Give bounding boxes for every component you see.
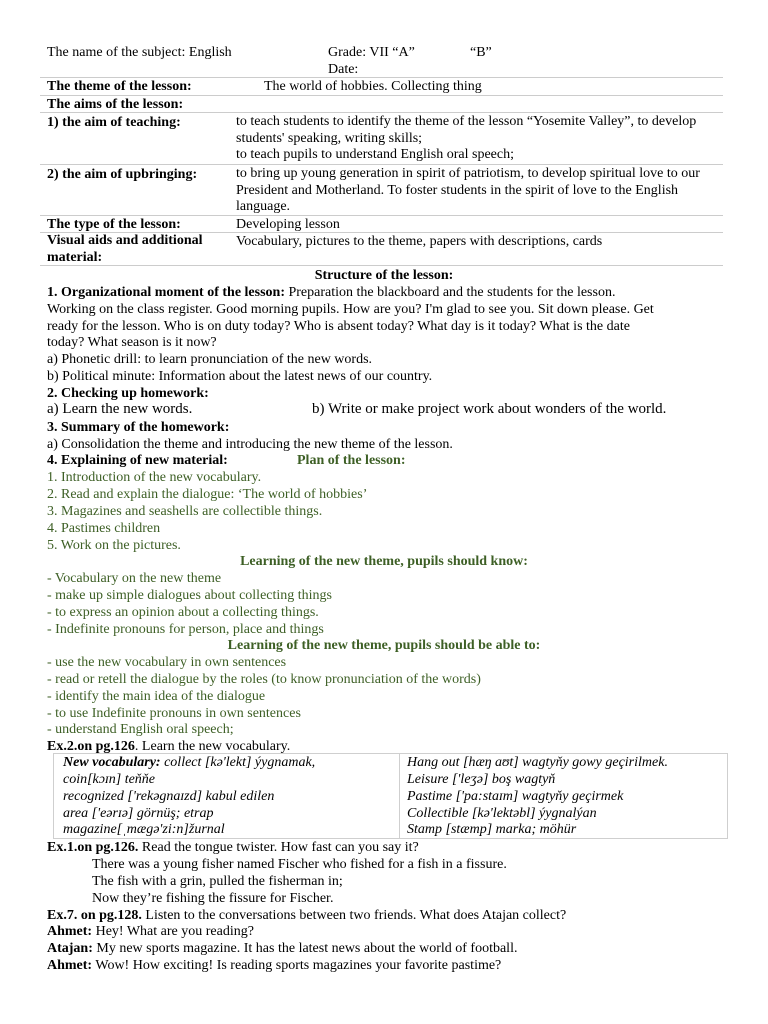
dialogue-speaker: Atajan:	[47, 941, 93, 956]
type-label: The type of the lesson:	[47, 217, 181, 232]
structure-title: Structure of the lesson:	[314, 268, 454, 283]
visual-value: Vocabulary, pictures to the theme, papers with descriptions, cards	[236, 234, 603, 249]
table-rule	[40, 265, 723, 266]
exercise-1-text: Read the tongue twister. How fast can you say it?	[138, 840, 419, 855]
vocabulary-word: Pastime ['pa:staɪm] wagtyňy geçirmek	[407, 789, 624, 804]
vocabulary-word: coin[kɔɪn] teňňe	[63, 772, 156, 787]
plan-item: 1. Introduction of the new vocabulary.	[47, 470, 262, 485]
dialogue-speaker: Ahmet:	[47, 924, 93, 939]
dialogue-line	[47, 923, 254, 940]
tongue-twister-line: The fish with a grin, pulled the fisherman in;	[92, 874, 343, 889]
dialogue-text: My new sports magazine. It has the latest news about the world of football.	[92, 941, 518, 956]
subject-line: The name of the subject: English	[47, 45, 232, 60]
tongue-twister-line: There was a young fisher named Fischer who fished for a fish in a fissure.	[92, 857, 507, 872]
vocabulary-word: collect [kə'lekt] ýygnamak,	[160, 755, 316, 770]
know-title: Learning of the new theme, pupils should know:	[240, 554, 528, 569]
teaching-value: to teach students to identify the theme of the lesson “Yosemite Valley”, to develop students' speaking, writing skills;	[236, 114, 697, 146]
theme-label: The theme of the lesson:	[47, 79, 192, 94]
organizational-text: Preparation the blackboard and the students for the lesson.	[284, 285, 616, 300]
able-item: - identify the main idea of the dialogue	[47, 689, 266, 704]
aims-label: The aims of the lesson:	[47, 97, 184, 112]
organizational-label: 1. Organizational moment of the lesson:	[47, 285, 285, 300]
able-item: - understand English oral speech;	[47, 722, 234, 737]
exercise-7-text: Listen to the conversations between two friends. What does Atajan collect?	[141, 908, 567, 923]
homework-a: a) Learn the new words.	[47, 401, 193, 417]
organizational-text-4: today? What season is it now?	[47, 335, 217, 350]
political-minute: b) Political minute: Information about the latest news of our country.	[47, 369, 433, 384]
phonetic-drill: a) Phonetic drill: to learn pronunciation of the new words.	[47, 352, 373, 367]
summary-homework: 3. Summary of the homework:	[47, 420, 230, 435]
vocabulary-word: Hang out [hæŋ aʊt] wagtyňy gowy geçirilmek.	[407, 755, 668, 770]
date-line: Date:	[328, 62, 359, 77]
able-item: - use the new vocabulary in own sentences	[47, 655, 287, 670]
vocabulary-word: area ['eərɪə] görnüş; etrap	[63, 806, 214, 821]
able-item: - to use Indefinite pronouns in own sentences	[47, 706, 301, 721]
homework-b: b) Write or make project work about wonders of the world.	[312, 401, 667, 417]
able-item: - read or retell the dialogue by the roles (to know pronunciation of the words)	[47, 672, 481, 687]
dialogue-text: Wow! How exciting! Is reading sports magazines your favorite pastime?	[92, 958, 502, 973]
teaching-value-2: to teach pupils to understand English oral speech;	[236, 147, 514, 162]
plan-item: 2. Read and explain the dialogue: ‘The world of hobbies’	[47, 487, 368, 502]
tongue-twister-line: Now they’re fishing the fissure for Fischer.	[92, 891, 334, 906]
know-item: - Vocabulary on the new theme	[47, 571, 222, 586]
grade-line: Grade: VII “A”	[328, 45, 415, 60]
vocabulary-table	[53, 753, 728, 839]
vocabulary-word: recognized ['rekəgnaɪzd] kabul edilen	[63, 789, 275, 804]
dialogue-speaker: Ahmet:	[47, 958, 93, 973]
vocabulary-word: magazine[ˌmægə'zi:n]žurnal	[63, 822, 225, 837]
organizational-line	[47, 284, 615, 301]
plan-item: 3. Magazines and seashells are collectible things.	[47, 504, 323, 519]
exercise-7-label: Ex.7. on pg.128.	[47, 908, 142, 923]
vocabulary-word: Leisure ['leʒə] boş wagtyň	[407, 772, 556, 787]
explaining-material: 4. Explaining of new material:	[47, 453, 228, 468]
grade-b: “B”	[470, 45, 492, 60]
exercise-7-line	[47, 907, 566, 924]
exercise-2-label: Ex.2.on pg.126	[47, 739, 135, 754]
table-rule	[40, 112, 723, 113]
exercise-2-text: . Learn the new vocabulary.	[134, 739, 291, 754]
know-item: - make up simple dialogues about collecting things	[47, 588, 332, 603]
checking-homework: 2. Checking up homework:	[47, 386, 209, 401]
know-item: - to express an opinion about a collecting things.	[47, 605, 319, 620]
organizational-text-3: ready for the lesson. Who is on duty today? Who is absent today? What day is it today? What is the date	[47, 319, 630, 334]
dialogue-text: Hey! What are you reading?	[92, 924, 254, 939]
vocabulary-label: New vocabulary:	[63, 755, 161, 770]
dialogue-line	[47, 957, 501, 974]
teaching-label: 1) the aim of teaching:	[47, 115, 181, 130]
exercise-1-line	[47, 839, 419, 856]
vocabulary-word: Collectible [kə'lektəbl] ýygnalýan	[407, 806, 597, 821]
upbringing-value: to bring up young generation in spirit of patriotism, to develop spiritual love to our President and Motherland. To foster students in the spirit of love to the English language.	[236, 166, 700, 214]
upbringing-label: 2) the aim of upbringing:	[47, 167, 198, 182]
exercise-1-label: Ex.1.on pg.126.	[47, 840, 139, 855]
dialogue-line	[47, 940, 517, 957]
plan-item: 5. Work on the pictures.	[47, 538, 181, 553]
theme-value: The world of hobbies. Collecting thing	[264, 79, 482, 94]
vocabulary-word: Stamp [stæmp] marka; möhür	[407, 822, 577, 837]
consolidation: a) Consolidation the theme and introducing the new theme of the lesson.	[47, 437, 453, 452]
table-rule	[40, 164, 723, 165]
plan-title: Plan of the lesson:	[297, 453, 406, 468]
vocabulary-cell	[63, 754, 315, 771]
vocabulary-divider	[399, 754, 400, 838]
type-value: Developing lesson	[236, 217, 340, 232]
plan-item: 4. Pastimes children	[47, 521, 161, 536]
know-item: - Indefinite pronouns for person, place and things	[47, 622, 324, 637]
visual-label: Visual aids and additional material:	[47, 233, 203, 265]
organizational-text-2: Working on the class register. Good morning pupils. How are you? I'm glad to see you. Sit down please. Get	[47, 302, 654, 317]
able-title: Learning of the new theme, pupils should be able to:	[227, 638, 541, 653]
